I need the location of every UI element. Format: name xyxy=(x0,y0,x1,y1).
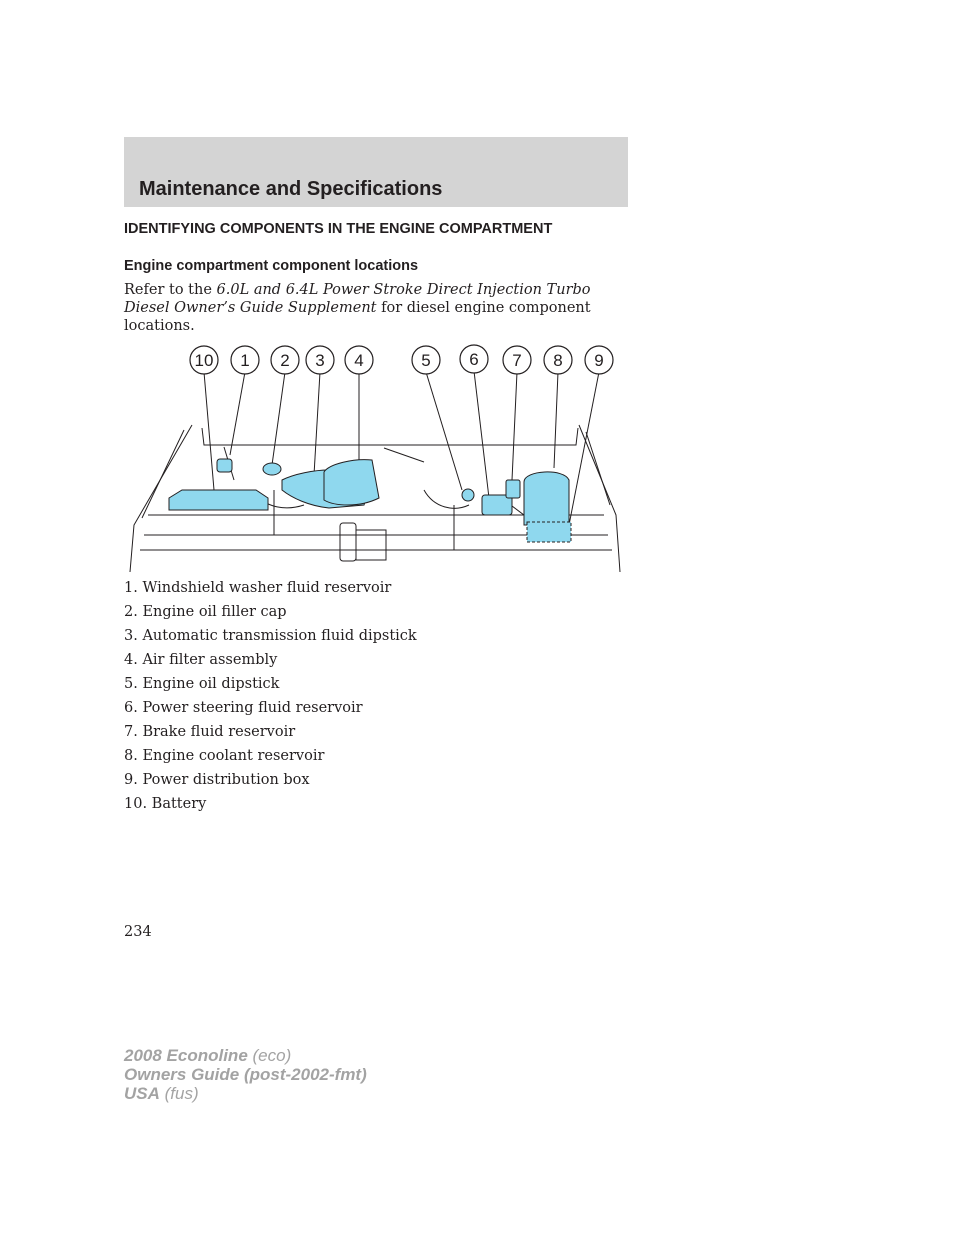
footer-market-code: (fus) xyxy=(164,1084,199,1103)
callout-circles xyxy=(190,345,613,374)
legend-item: 2. Engine oil filler cap xyxy=(124,604,287,620)
washer-reservoir-cap-icon xyxy=(217,459,232,472)
footer-model-code: (eco) xyxy=(252,1046,292,1065)
oil-filler-cap-icon xyxy=(263,463,281,475)
component-legend xyxy=(124,577,417,817)
intro-suffix: for diesel engine component locations. xyxy=(124,300,591,334)
legend-item: 10. Battery xyxy=(124,796,207,812)
page-number: 234 xyxy=(124,924,152,940)
footer-line-guide xyxy=(124,1065,367,1084)
brake-fluid-reservoir-icon xyxy=(506,480,520,498)
page-title: Maintenance and Specifications xyxy=(139,178,443,200)
callout-3-label: 3 xyxy=(315,351,325,370)
callout-8-label: 8 xyxy=(553,351,563,370)
legend-item: 4. Air filter assembly xyxy=(124,652,278,668)
legend-item: 8. Engine coolant reservoir xyxy=(124,748,325,764)
callout-1-label: 1 xyxy=(240,351,250,370)
oil-dipstick-handle-icon xyxy=(462,489,474,501)
callout-5-label: 5 xyxy=(421,351,431,370)
engine-compartment-diagram xyxy=(124,340,624,572)
legend-item: 1. Windshield washer fluid reservoir xyxy=(124,580,392,596)
legend-item: 5. Engine oil dipstick xyxy=(124,676,280,692)
footer-line-market xyxy=(124,1084,367,1103)
engine-coolant-reservoir-icon xyxy=(524,472,569,525)
callout-7-label: 7 xyxy=(512,351,522,370)
section-heading: IDENTIFYING COMPONENTS IN THE ENGINE COMPARTMENT xyxy=(124,221,553,237)
footer-market: USA xyxy=(124,1084,160,1103)
sub-heading: Engine compartment component locations xyxy=(124,258,419,274)
footer-line-model xyxy=(124,1046,367,1065)
callout-2-label: 2 xyxy=(280,351,290,370)
header-band xyxy=(124,137,628,207)
power-distribution-box-icon xyxy=(527,522,571,542)
intro-paragraph xyxy=(124,281,630,335)
footer-guide: Owners Guide (post-2002-fmt) xyxy=(124,1065,367,1084)
legend-item: 9. Power distribution box xyxy=(124,772,310,788)
callout-4-label: 4 xyxy=(354,351,364,370)
legend-item: 7. Brake fluid reservoir xyxy=(124,724,296,740)
callout-10-label: 10 xyxy=(194,351,214,370)
footer-model: 2008 Econoline xyxy=(124,1046,248,1065)
air-filter-assembly-icon xyxy=(324,460,379,505)
document-footer xyxy=(124,1046,367,1103)
callout-6-label: 6 xyxy=(469,350,479,369)
intro-manual-reference: 6.0L and 6.4L Power Stroke Direct Injection Turbo Diesel Owner’s Guide Supplement xyxy=(124,282,591,316)
legend-item: 3. Automatic transmission fluid dipstick xyxy=(124,628,417,644)
callout-9-label: 9 xyxy=(594,351,604,370)
intro-prefix: Refer to the xyxy=(124,282,217,298)
battery-icon xyxy=(169,490,268,510)
legend-item: 6. Power steering fluid reservoir xyxy=(124,700,363,716)
